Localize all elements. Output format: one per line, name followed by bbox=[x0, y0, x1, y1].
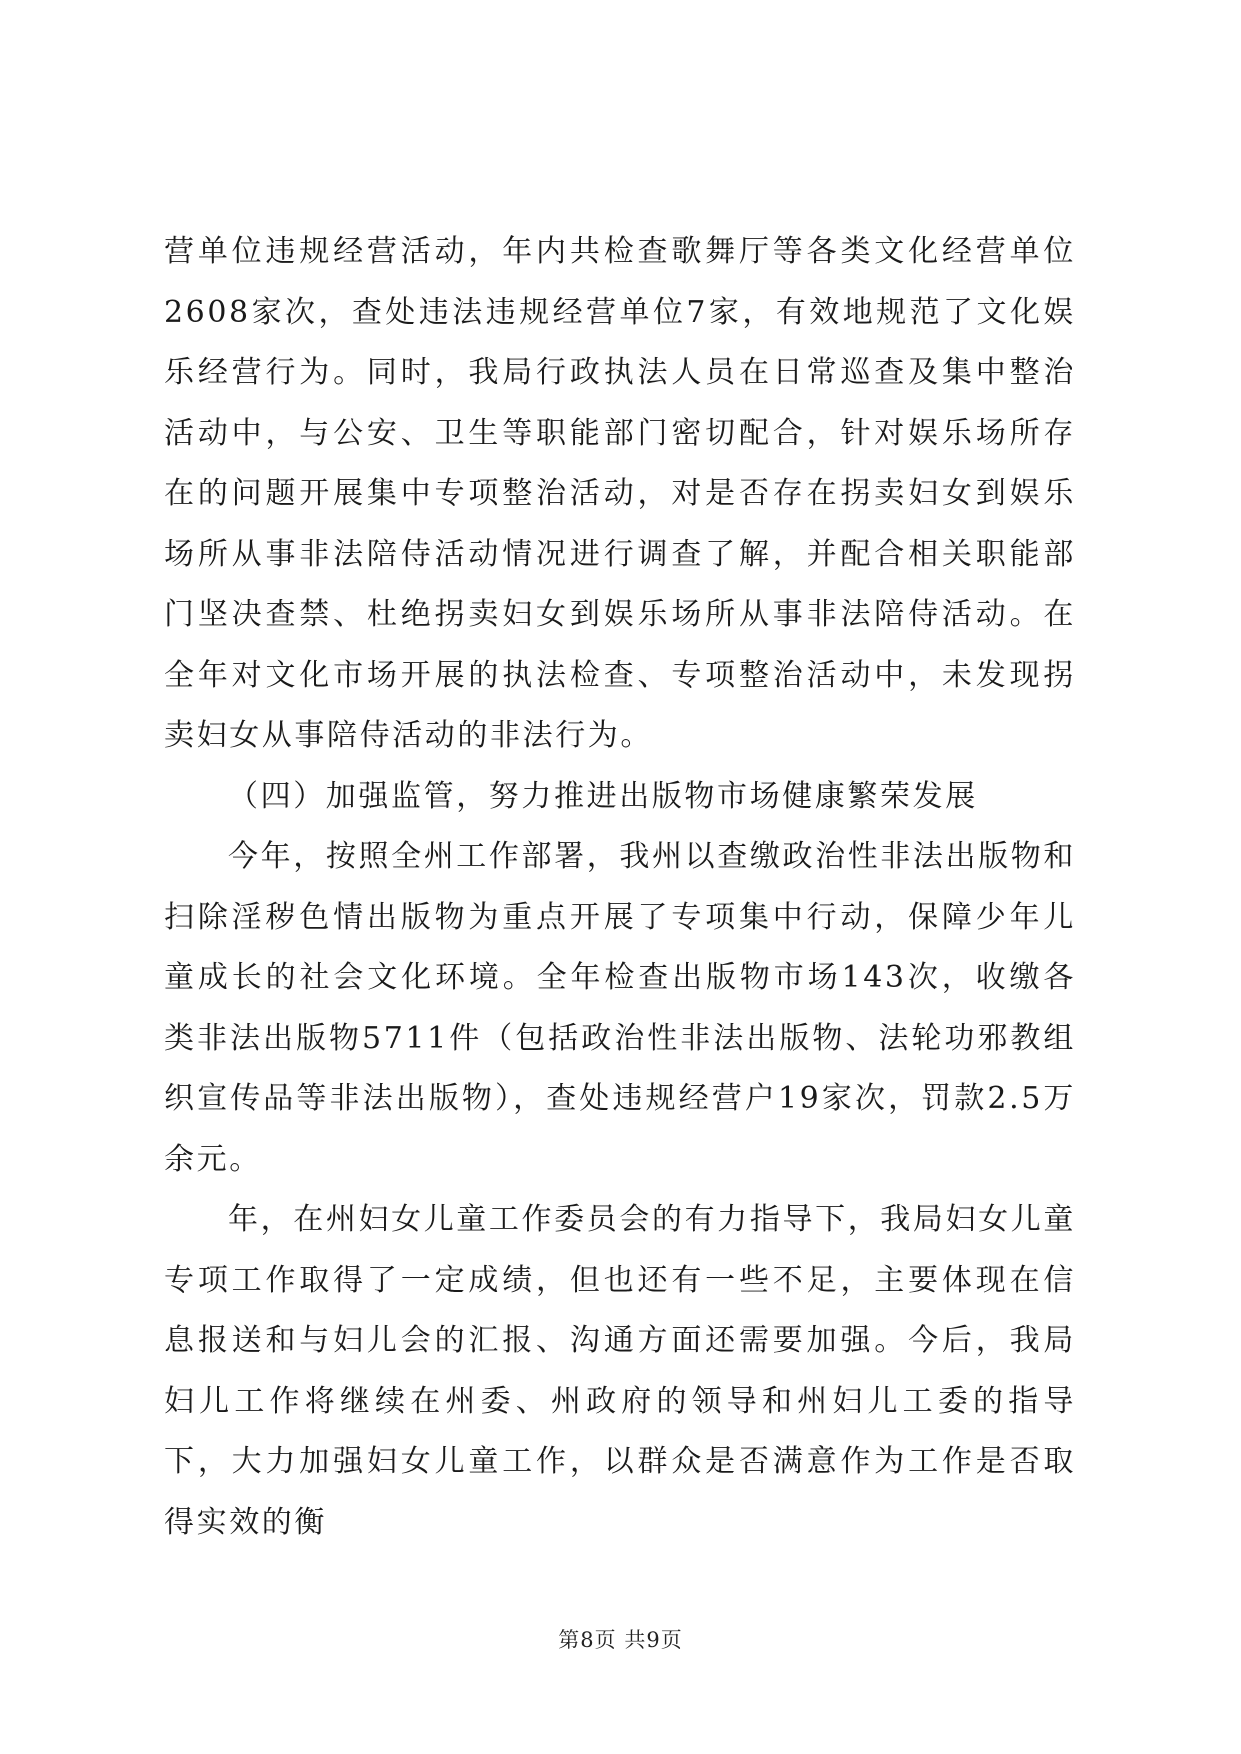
document-body bbox=[164, 222, 1076, 1553]
body-paragraph-3: 年，在州妇女儿童工作委员会的有力指导下，我局妇女儿童专项工作取得了一定成绩，但也还有一些不足，主要体现在信息报送和与妇儿会的汇报、沟通方面还需要加强。今后，我局妇儿工作将继续在州委、州政府的领导和州妇儿工委的指导下，大力加强妇女儿童工作，以群众是否满意作为工作是否取得实效的衡 bbox=[164, 1202, 1076, 1540]
section-heading-4: （四）加强监管，努力推进出版物市场健康繁荣发展 bbox=[228, 778, 978, 814]
page-number-footer: 第8页 共9页 bbox=[558, 1628, 683, 1652]
body-paragraph-2: 今年，按照全州工作部署，我州以查缴政治性非法出版物和扫除淫秽色情出版物为重点开展了专项集中行动，保障少年儿童成长的社会文化环境。全年检查出版物市场143次，收缴各类非法出版物5711件（包括政治性非法出版物、法轮功邪教组织宣传品等非法出版物），查处违规经营户19家次，罚款2.5万余元。 bbox=[164, 839, 1076, 1177]
body-paragraph-1: 营单位违规经营活动，年内共检查歌舞厅等各类文化经营单位2608家次，查处违法违规经营单位7家，有效地规范了文化娱乐经营行为。同时，我局行政执法人员在日常巡查及集中整治活动中，与公安、卫生等职能部门密切配合，针对娱乐场所存在的问题开展集中专项整治活动，对是否存在拐卖妇女到娱乐场所从事非法陪侍活动情况进行调查了解，并配合相关职能部门坚决查禁、杜绝拐卖妇女到娱乐场所从事非法陪侍活动。在全年对文化市场开展的执法检查、专项整治活动中，未发现拐卖妇女从事陪侍活动的非法行为。 bbox=[164, 234, 1076, 753]
